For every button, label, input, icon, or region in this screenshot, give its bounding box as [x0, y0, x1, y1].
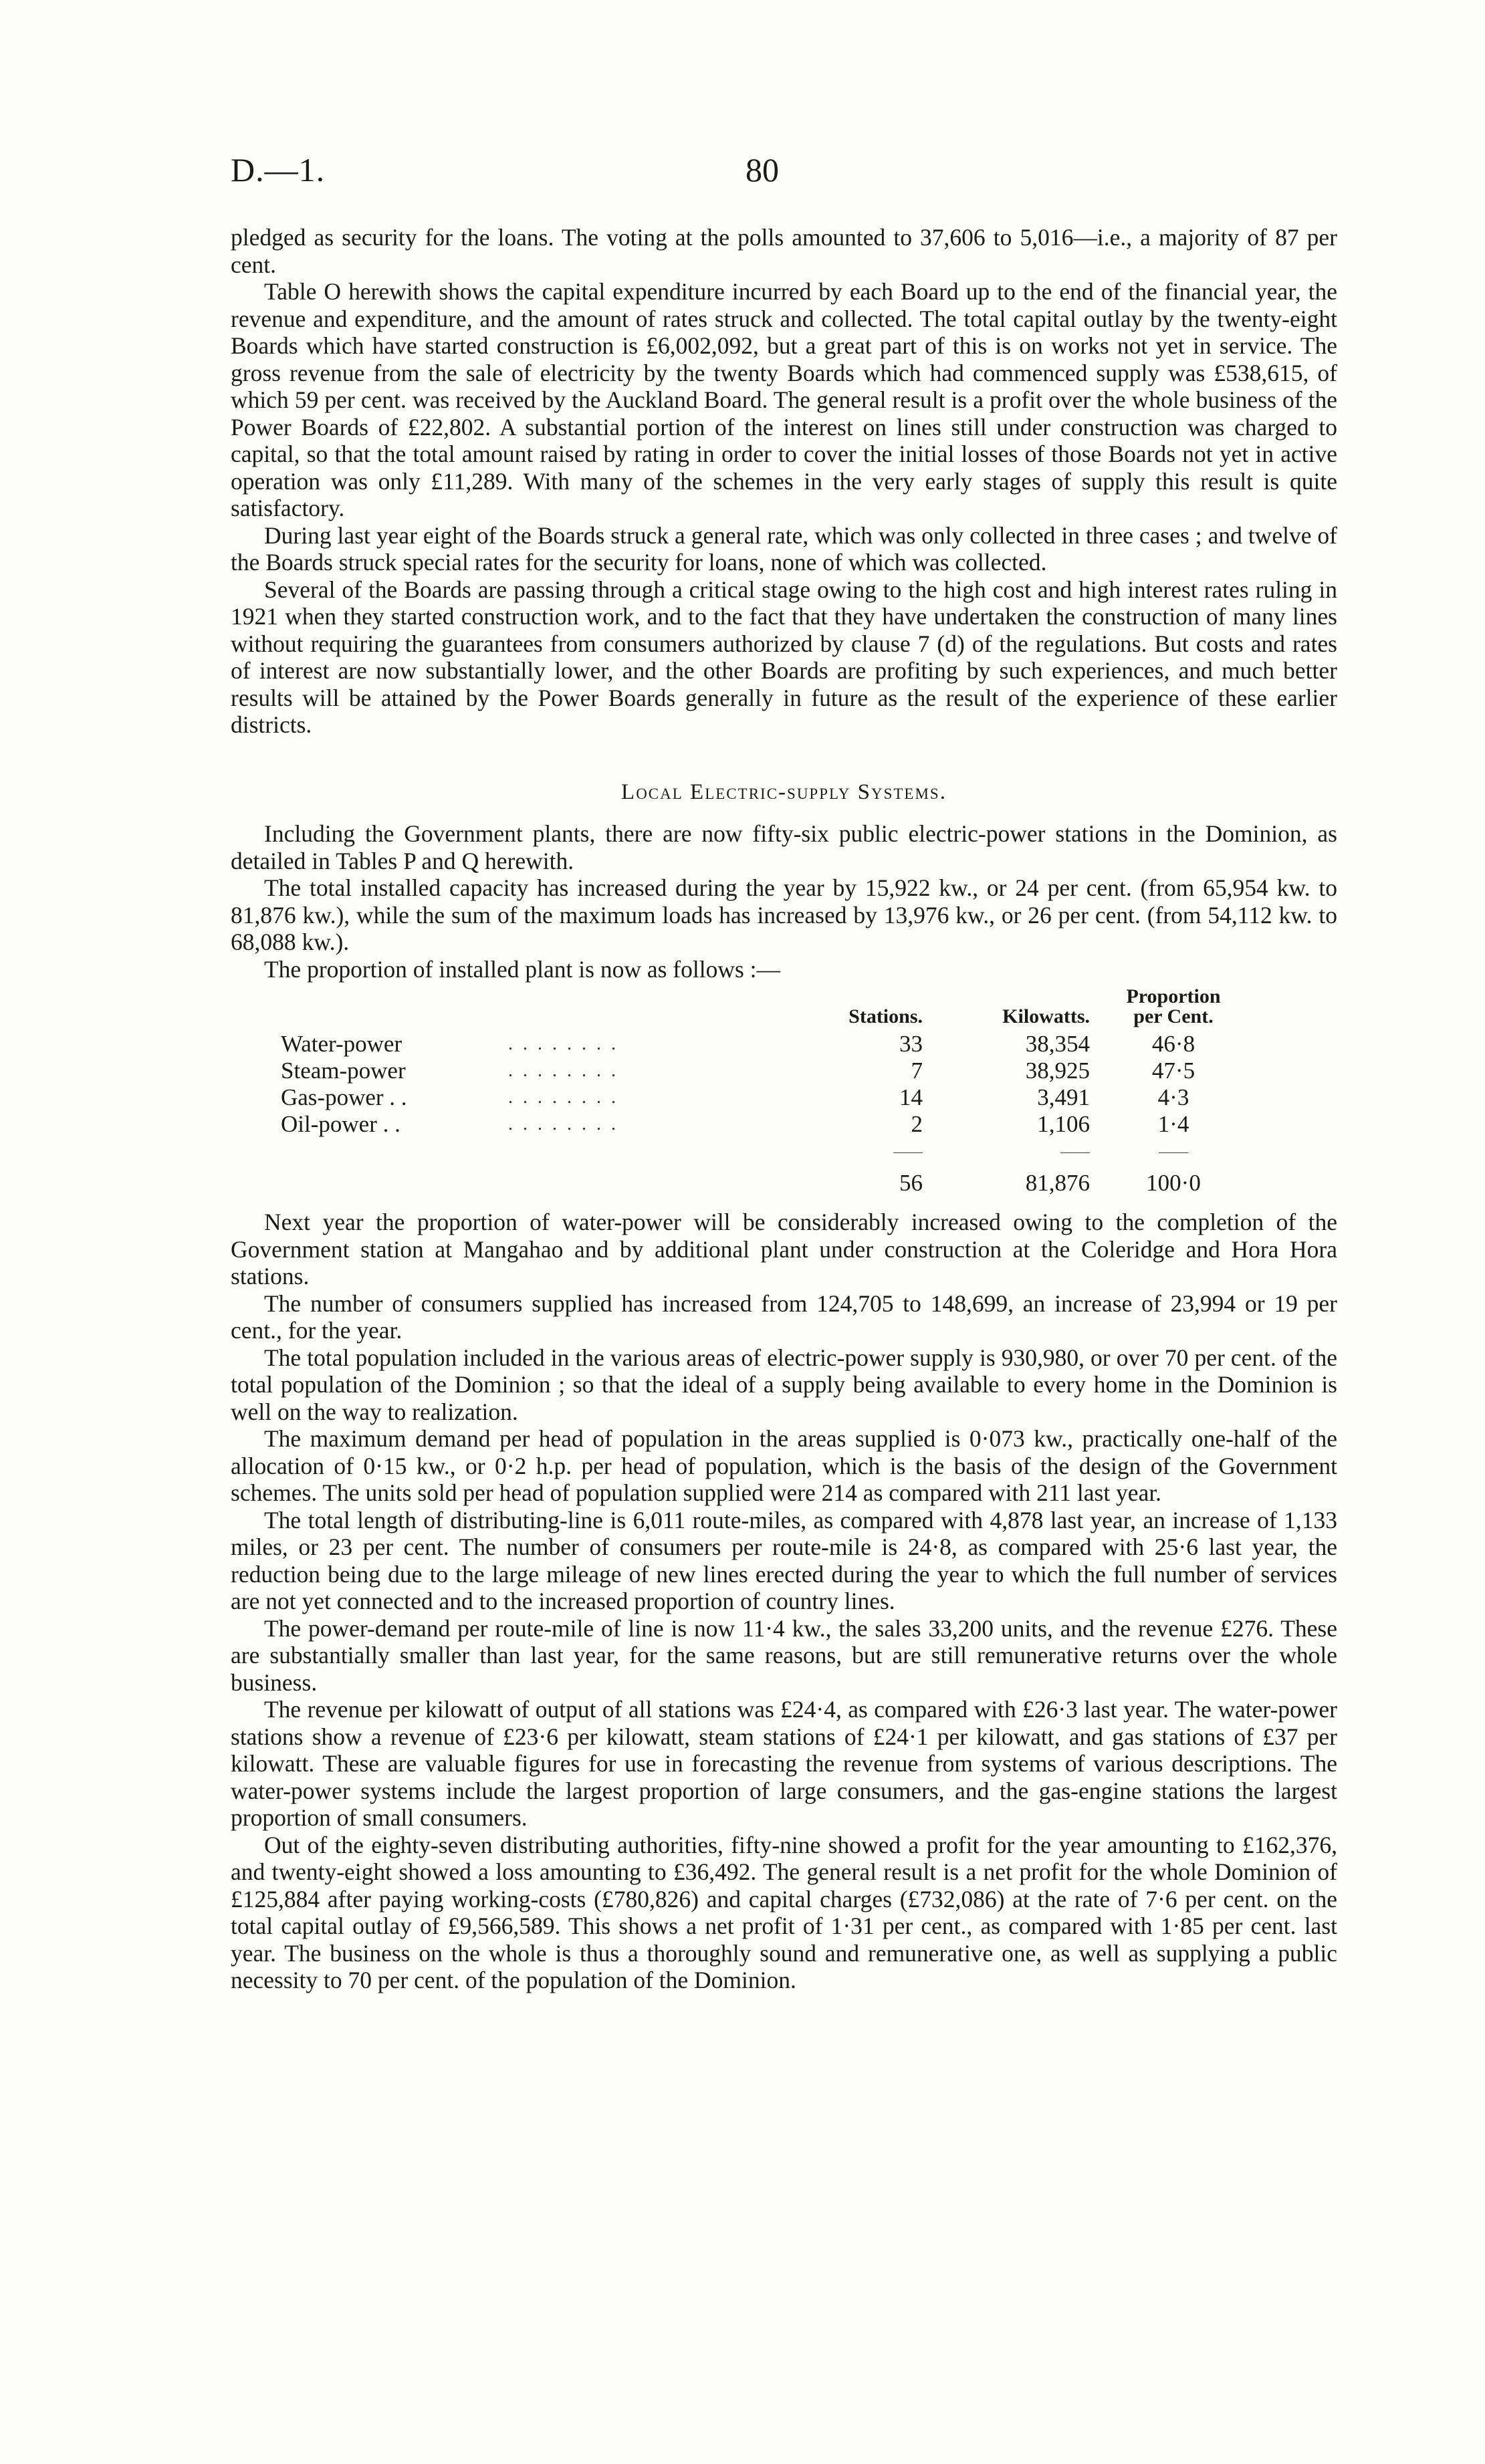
section-heading: Local Electric-supply Systems.	[621, 779, 947, 804]
paragraph-capacity: The total installed capacity has increased during the year by 15,922 kw., or 24 per cent. (from 65,954 kw. to 81,876 kw.), while the sum of the maximum loads has increased by 13,976 kw., or 26 per cent. (from 54,112 kw. to 68,088 kw.).	[231, 874, 1337, 955]
paragraph-revenue-per-kw: The revenue per kilowatt of output of all stations was £24·4, as compared with £26·3 last year. The water-power stations show a revenue of £23·6 per kilowatt, steam stations of £24·1 per kilowatt, and gas stations of £37 per kilowatt. These are valuable figures for use in forecasting the revenue from systems of various descriptions. The water-power systems include the largest proportion of large consumers, and the gas-engine stations the largest proportion of small consumers.	[231, 1696, 1337, 1831]
table-row	[281, 1084, 1230, 1111]
cell-kilowatts: 38,925	[1025, 1058, 1090, 1084]
cell-percent: 46·8	[1151, 1031, 1195, 1057]
cell-leader-dots: . . . . . . . .	[508, 1060, 618, 1081]
paragraph-table-o: Table O herewith shows the capital expenditure incurred by each Board up to the end of the financial year, the revenue and expenditure, and the amount of rates struck and collected. The total capital outlay by the twenty-eight Boards which have started construction is £6,002,092, but a great part of this is on works not yet in service. The gross revenue from the sale of electricity by the twenty Boards which had commenced supply was £538,615, of which 59 per cent. was received by the Auckland Board. The general result is a profit over the whole business of the Power Boards of £22,802. A substantial portion of the interest on lines still under construction was charged to capital, so that the total amount raised by rating in order to cover the initial losses of those Boards not yet in active operation was only £11,289. With many of the schemes in the very early stages of supply this result is quite satisfactory.	[231, 278, 1337, 521]
paragraph-critical-stage: Several of the Boards are passing through a critical stage owing to the high cost and high interest rates ruling in 1921 when they started construction work, and to the fact that they have undertaken the construction of many lines without requiring the guarantees from consumers authorized by clause 7 (d) of the regulations. But costs and rates of interest are now substantially lower, and the other Boards are profiting by such experiences, and much better results will be attained by the Power Boards generally in future as the result of the experience of these earlier districts.	[231, 576, 1337, 738]
header-stations: Stations.	[848, 1005, 923, 1027]
cell-kilowatts: 1,106	[1037, 1111, 1090, 1137]
cell-percent: 1·4	[1157, 1111, 1189, 1137]
paragraph-continuation: pledged as security for the loans. The voting at the polls amounted to 37,606 to 5,016—i.e., a majority of 87 per cent.	[231, 224, 1337, 278]
cell-kilowatts: 3,491	[1037, 1084, 1090, 1110]
cell-stations: 2	[911, 1111, 923, 1137]
cell-type: Steam-power	[281, 1058, 406, 1084]
rule-kilowatts	[1060, 1152, 1090, 1153]
paragraph-proportion-intro: The proportion of installed plant is now as follows :—	[264, 955, 781, 983]
total-stations: 56	[899, 1170, 923, 1196]
table-row	[281, 1058, 1230, 1084]
total-kilowatts: 81,876	[1025, 1170, 1090, 1196]
cell-stations: 14	[899, 1084, 923, 1110]
cell-percent: 47·5	[1151, 1058, 1195, 1084]
cell-stations: 7	[911, 1058, 923, 1084]
header-proportion	[1117, 987, 1230, 1031]
table-total-rule	[281, 1138, 1230, 1164]
page-header	[231, 150, 1341, 204]
table-total-row	[281, 1164, 1230, 1197]
paragraph-consumers: The number of consumers supplied has increased from 124,705 to 148,699, an increase of 23,994 or 19 per cent., for the year.	[231, 1289, 1337, 1344]
total-percent: 100·0	[1146, 1170, 1201, 1196]
paragraph-population: The total population included in the various areas of electric-power supply is 930,980, or over 70 per cent. of the total population of the Dominion ; so that the ideal of a supply being available to every home in the Dominion is well on the way to realization.	[231, 1344, 1337, 1425]
table-row	[281, 1031, 1230, 1058]
cell-type: Gas-power . .	[281, 1084, 407, 1110]
paragraph-next-year: Next year the proportion of water-power will be considerably increased owing to the completion of the Government station at Mangahao and by additional plant under construction at the Coleridge and Hora Hora stations.	[231, 1209, 1337, 1289]
cell-leader-dots: . . . . . . . .	[508, 1087, 618, 1108]
cell-percent: 4·3	[1157, 1084, 1189, 1110]
table-header-row	[281, 987, 1230, 1031]
rule-percent	[1159, 1152, 1188, 1153]
table-row	[281, 1111, 1230, 1138]
rule-stations	[893, 1152, 923, 1153]
cell-leader-dots: . . . . . . . .	[508, 1114, 618, 1134]
cell-leader-dots: . . . . . . . .	[508, 1033, 618, 1054]
document-reference: D.—1.	[231, 151, 326, 189]
cell-stations: 33	[899, 1031, 923, 1057]
paragraph-rates: During last year eight of the Boards struck a general rate, which was only collected in three cases ; and twelve of the Boards struck special rates for the security for loans, none of which was collected.	[231, 521, 1337, 576]
page-number: 80	[746, 151, 779, 189]
paragraph-stations: Including the Government plants, there are now fifty-six public electric-power stations in the Dominion, as detailed in Tables P and Q herewith.	[231, 820, 1337, 874]
body-text	[231, 224, 1337, 1994]
header-proportion-line2: per Cent.	[1133, 1005, 1214, 1027]
paragraph-max-demand: The maximum demand per head of population in the areas supplied is 0·073 kw., practically one-half of the allocation of 0·15 kw., or 0·2 h.p. per head of population, which is the basis of the design of the Government schemes. The units sold per head of population supplied were 214 as compared with 211 last year.	[231, 1425, 1337, 1506]
plant-proportion-table	[281, 987, 1230, 1197]
paragraph-line-length: The total length of distributing-line is 6,011 route-miles, as compared with 4,878 last year, an increase of 1,133 miles, or 23 per cent. The number of consumers per route-mile is 24·8, as compared with 25·6 last year, the reduction being due to the large mileage of new lines erected during the year to which the full number of services are not yet connected and to the increased proportion of country lines.	[231, 1506, 1337, 1614]
header-blank-dots	[508, 987, 822, 1031]
cell-kilowatts: 38,354	[1025, 1031, 1090, 1057]
paragraph-authorities: Out of the eighty-seven distributing authorities, fifty-nine showed a profit for the year amounting to £162,376, and twenty-eight showed a loss amounting to £36,492. The general result is a net profit for the whole Dominion of £125,884 after paying working-costs (£780,826) and capital charges (£732,086) at the rate of 7·6 per cent. on the total capital outlay of £9,566,589. This shows a net profit of 1·31 per cent., as compared with 1·85 per cent. last year. The business on the whole is thus a thoroughly sound and remunerative one, as well as supplying a public necessity to 70 per cent. of the population of the Dominion.	[231, 1831, 1337, 1993]
header-proportion-line1: Proportion	[1126, 985, 1221, 1007]
paragraph-power-demand: The power-demand per route-mile of line is now 11·4 kw., the sales 33,200 units, and the revenue £276. These are substantially smaller than last year, for the same reasons, but are still remunerative returns over the whole business.	[231, 1614, 1337, 1696]
header-blank	[281, 987, 508, 1031]
cell-type: Water-power	[281, 1031, 403, 1057]
header-kilowatts: Kilowatts.	[1002, 1005, 1090, 1027]
cell-type: Oil-power . .	[281, 1111, 401, 1137]
